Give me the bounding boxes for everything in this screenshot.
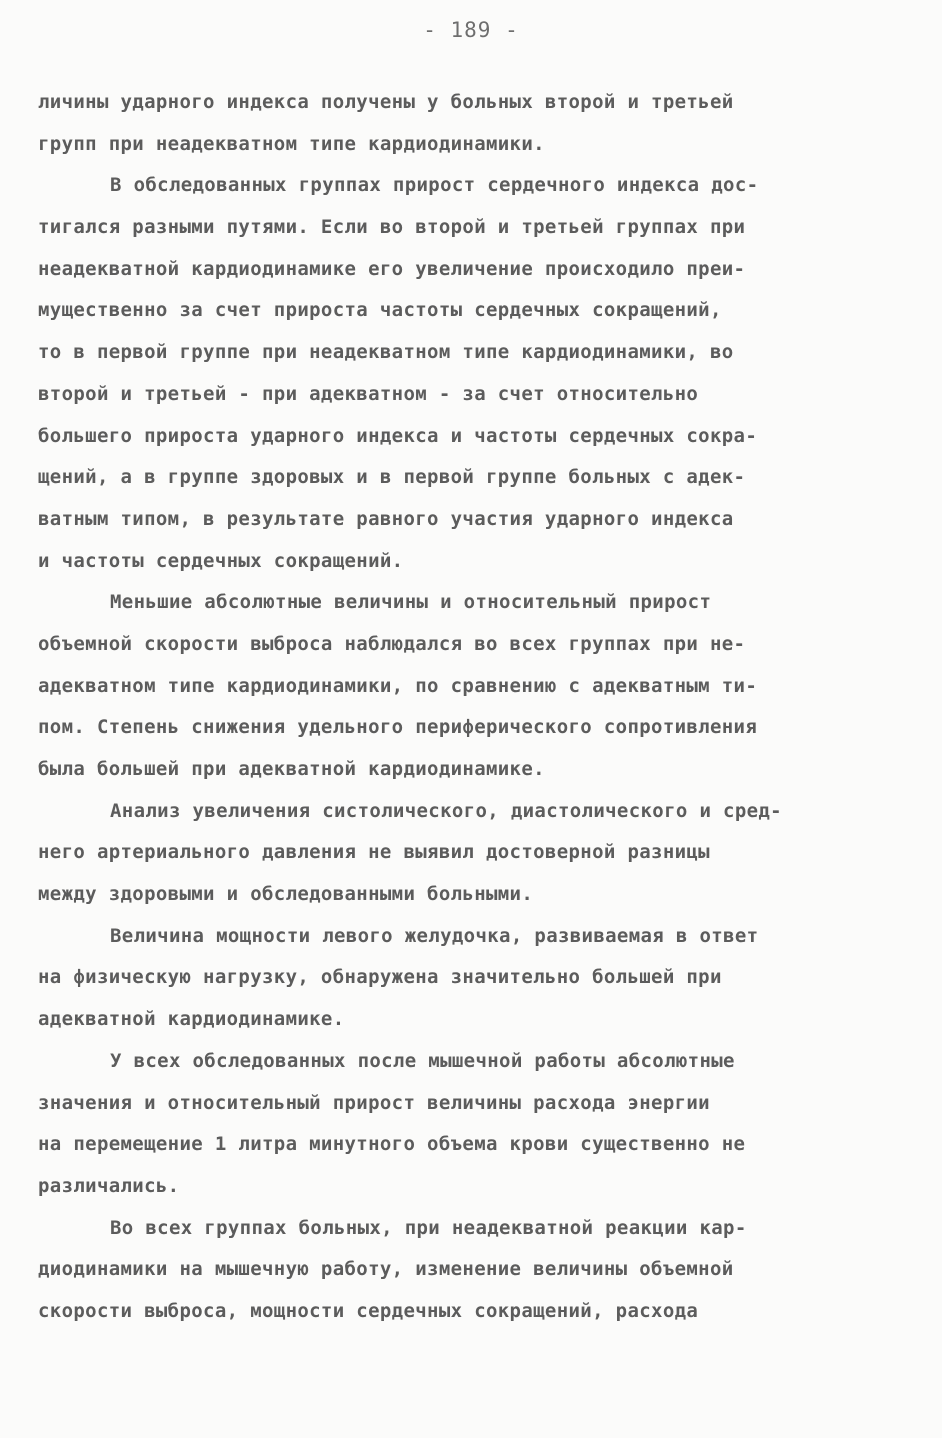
text-line: Величина мощности левого желудочка, развиваемая в ответ (110, 924, 759, 947)
text-line: различались. (38, 1174, 180, 1197)
text-line: групп при неадекватном типе кардиодинамики. (38, 132, 545, 155)
text-line: адекватном типе кардиодинамики, по сравнению с адекватным ти- (38, 674, 758, 697)
text-line: Меньшие абсолютные величины и относительный прирост (110, 591, 712, 614)
text-line: ватным типом, в результате равного участия ударного индекса (38, 507, 734, 530)
text-line: и частоты сердечных сокращений. (38, 549, 404, 572)
text-line: была большей при адекватной кардиодинамике. (38, 758, 545, 780)
text-line: между здоровыми и обследованными больными. (38, 883, 534, 906)
text-line: пом. Степень снижения удельного периферического сопротивления (38, 716, 758, 739)
text-line: объемной скорости выброса наблюдался во всех группах при не- (38, 632, 746, 655)
text-line: Во всех группах больных, при неадекватной реакции кар- (110, 1216, 747, 1239)
text-line: тигался разными путями. Если во второй и третьей группах при (38, 216, 746, 239)
text-line: мущественно за счет прироста частоты сердечных сокращений, (38, 299, 722, 322)
text-line: адекватной кардиодинамике. (38, 1008, 345, 1031)
text-line: В обследованных группах прирост сердечного индекса дос- (110, 174, 759, 197)
text-line: большего прироста ударного индекса и частоты сердечных сокра- (38, 424, 758, 447)
text-line: личины ударного индекса получены у больных второй и третьей (38, 91, 734, 113)
text-line: на физическую нагрузку, обнаружена значительно большей при (38, 966, 722, 989)
text-line: Анализ увеличения систолического, диастолического и сред- (110, 799, 782, 822)
text-line: У всех обследованных после мышечной работы абсолютные (110, 1049, 735, 1072)
text-line: второй и третьей - при адекватном - за счет относительно (38, 382, 699, 405)
text-line: на перемещение 1 литра минутного объема крови существенно не (38, 1133, 746, 1156)
text-line: то в первой группе при неадекватном типе кардиодинамики, во (38, 341, 734, 364)
text-line: щений, а в группе здоровых и в первой группе больных с адек- (38, 466, 746, 489)
text-line: диодинамики на мышечную работу, изменение величины объемной (38, 1258, 734, 1281)
text-line: скорости выброса, мощности сердечных сокращений, расхода (38, 1299, 699, 1322)
page-number: - 189 - (423, 18, 519, 42)
body-text (38, 82, 908, 1333)
text-line: него артериального давления не выявил достоверной разницы (38, 841, 710, 864)
text-line: неадекватной кардиодинамике его увеличение происходило преи- (38, 257, 746, 280)
text-line: значения и относительный прирост величины расхода энергии (38, 1091, 710, 1114)
